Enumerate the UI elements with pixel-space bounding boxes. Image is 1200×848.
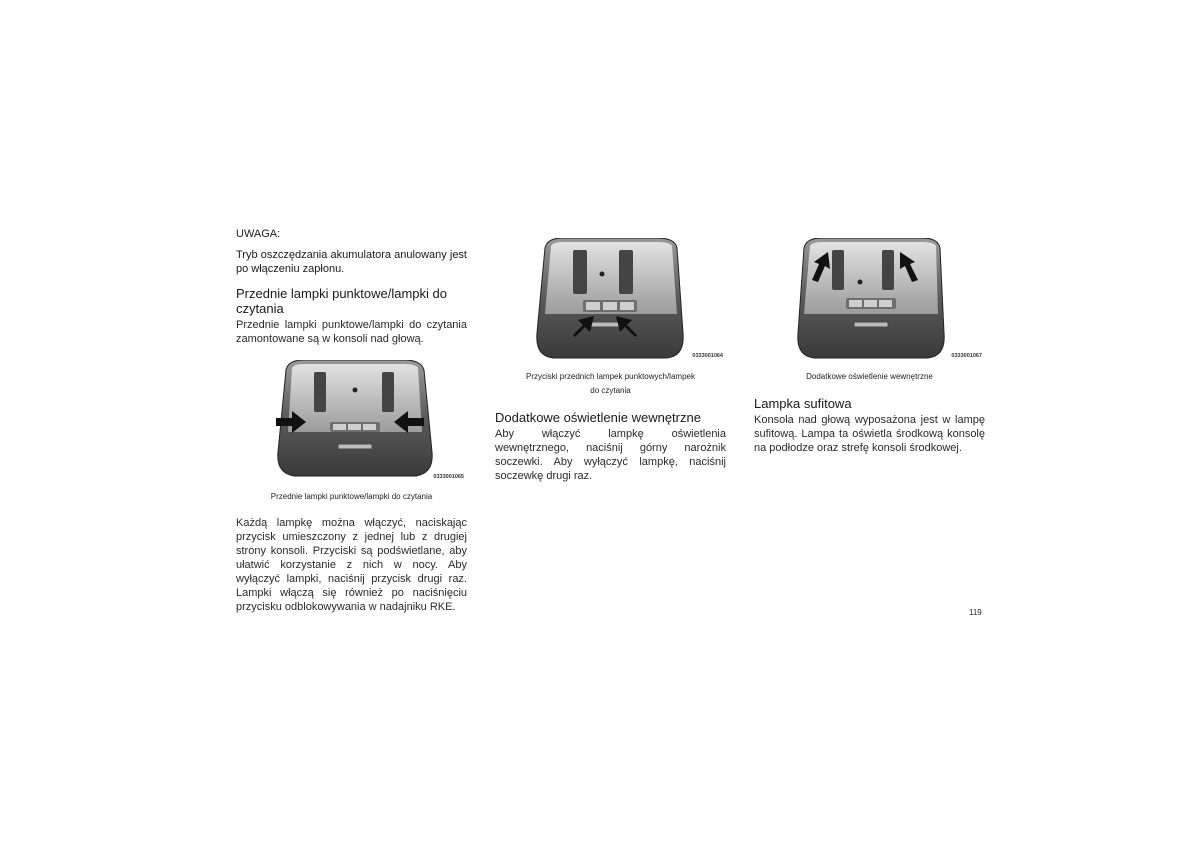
overhead-console-illustration	[754, 238, 985, 365]
figure-code: 0333001064	[692, 353, 723, 359]
note-title: UWAGA:	[236, 228, 281, 240]
page-number: 119	[969, 608, 982, 617]
column-left	[236, 228, 467, 614]
column-middle	[495, 238, 726, 483]
dome-lamp-body: Konsola nad głową wyposażona jest w lampę sufitową. Lampa ta oświetla środkową konsolę na podłodze oraz strefę konsoli środkowej.	[754, 414, 985, 454]
figure-caption: Przednie lampki punktowe/lampki do czytania	[270, 492, 433, 501]
front-lamps-intro: Przednie lampki punktowe/lampki do czytania zamontowane są w konsoli nad głową.	[236, 319, 467, 345]
section-heading-auxiliary-lighting: Dodatkowe oświetlenie wewnętrzne	[495, 410, 701, 425]
column-right	[754, 238, 985, 455]
figure-code: 0333001065	[433, 474, 464, 480]
section-heading-front-lamps: Przednie lampki punktowe/lampki do czytania	[236, 286, 447, 316]
overhead-console-illustration	[236, 360, 467, 486]
figure-caption-line2: do czytania	[590, 386, 631, 395]
figure-auxiliary-lighting	[754, 238, 985, 365]
auxiliary-lighting-body: Aby włączyć lampkę oświetlenia wewnętrznego, naciśnij górny narożnik soczewki. Aby wyłączyć lampkę, naciśnij soczewkę drugi raz.	[495, 428, 726, 482]
overhead-console-illustration	[495, 238, 726, 365]
front-lamps-body: Każdą lampkę można włączyć, naciskając przycisk umieszczony z jednej lub z drugiej strony konsoli. Przyciski są podświetlane, aby ułatwić korzystanie z nich w nocy. Aby wyłączyć lampki, naciśnij przycisk drugi raz. Lampki włączą się również po naciśnięciu przycisku odblokowywania w nadajniku RKE.	[236, 517, 467, 613]
note-body: Tryb oszczędzania akumulatora anulowany jest po włączeniu zapłonu.	[236, 249, 467, 275]
figure-lamp-buttons	[495, 238, 726, 365]
figure-caption-line1: Przyciski przednich lampek punktowych/lampek	[526, 372, 695, 381]
figure-caption: Dodatkowe oświetlenie wewnętrzne	[806, 372, 933, 381]
figure-front-lamps	[236, 360, 467, 486]
section-heading-dome-lamp: Lampka sufitowa	[754, 396, 852, 411]
figure-code: 0333001067	[951, 353, 982, 359]
